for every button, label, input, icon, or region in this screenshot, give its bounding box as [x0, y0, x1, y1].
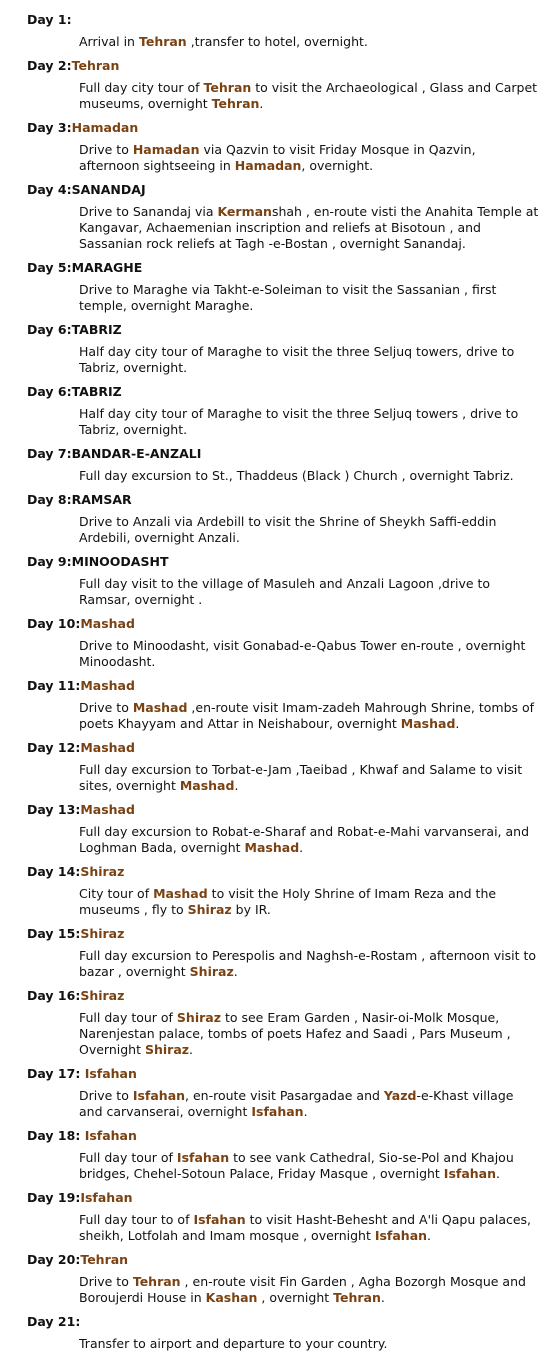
day-heading	[27, 554, 539, 570]
place-highlight: Isfahan	[251, 1104, 304, 1119]
day-city: Mashad	[80, 802, 135, 817]
day-description	[79, 80, 539, 120]
day-heading	[27, 492, 539, 508]
place-highlight: Isfahan	[132, 1088, 186, 1103]
day-description	[79, 1150, 539, 1190]
place-highlight: Mashad	[153, 886, 208, 901]
description-text: Full day city tour of	[79, 80, 204, 95]
day-label: Day 6:	[27, 322, 72, 337]
day-city: Shiraz	[80, 988, 125, 1003]
place-highlight: Mashad	[132, 700, 188, 715]
description-text: Drive to	[79, 1274, 133, 1289]
day-heading	[27, 740, 539, 756]
day-entry	[27, 260, 539, 322]
day-label: Day 1:	[27, 12, 72, 27]
day-city: Mashad	[80, 678, 135, 693]
day-entry	[27, 1252, 539, 1314]
description-text: .	[259, 96, 264, 111]
day-label: Day 21:	[27, 1314, 81, 1329]
day-label: Day 12:	[27, 740, 81, 755]
day-label: Day 17:	[27, 1066, 85, 1081]
day-label: Day 11:	[27, 678, 81, 693]
description-text: Drive to	[79, 142, 133, 157]
day-entry	[27, 12, 539, 58]
description-text: .	[496, 1166, 500, 1181]
day-description	[79, 948, 539, 988]
place-highlight: Mashad	[400, 716, 456, 731]
day-heading	[27, 1190, 539, 1206]
day-entry	[27, 988, 539, 1066]
day-entry	[27, 926, 539, 988]
day-heading	[27, 1128, 539, 1144]
day-heading	[27, 384, 539, 400]
day-label: Day 3:	[27, 120, 72, 135]
day-label: Day 4:	[27, 182, 72, 197]
day-label: Day 7:	[27, 446, 72, 461]
day-entry	[27, 1066, 539, 1128]
day-entry	[27, 1128, 539, 1190]
day-description	[79, 282, 539, 322]
day-city: MINOODASHT	[71, 554, 169, 569]
day-description	[79, 576, 539, 616]
day-entry	[27, 1314, 539, 1360]
day-heading	[27, 12, 539, 28]
place-highlight: Mashad	[179, 778, 235, 793]
description-text: .	[234, 778, 239, 793]
place-highlight: Kerman	[217, 204, 272, 219]
day-label: Day 9:	[27, 554, 72, 569]
day-heading	[27, 802, 539, 818]
day-entry	[27, 678, 539, 740]
description-text: Full day excursion to Robat-e-Sharaf and Robat-e-Mahi varvanserai, and Loghman Bada, overnight	[79, 824, 530, 855]
day-city: Mashad	[80, 740, 135, 755]
day-label: Day 16:	[27, 988, 81, 1003]
description-text: , overnight	[257, 1290, 334, 1305]
day-heading	[27, 322, 539, 338]
day-heading	[27, 1066, 539, 1082]
description-text: to visit Hasht-Behesht and A'li Qapu palaces, sheikh, Lotfolah and Imam mosque , overnight	[79, 1212, 532, 1243]
day-heading	[27, 446, 539, 462]
description-text: Full day tour of	[79, 1010, 177, 1025]
day-entry	[27, 182, 539, 260]
day-description	[79, 1212, 539, 1252]
day-city: Hamadan	[71, 120, 139, 135]
description-text: Full day tour to of	[79, 1212, 194, 1227]
day-description	[79, 1336, 539, 1360]
day-city: Tehran	[80, 1252, 129, 1267]
day-label: Day 2:	[27, 58, 72, 73]
day-city: Isfahan	[84, 1066, 137, 1081]
day-city: Shiraz	[80, 926, 125, 941]
day-city: RAMSAR	[71, 492, 132, 507]
day-label: Day 5:	[27, 260, 72, 275]
day-city: SANANDAJ	[71, 182, 146, 197]
day-description	[79, 1274, 539, 1314]
description-text: to see Eram Garden , Nasir-oi-Molk Mosque, Narenjestan palace, tombs of poets Hafez and Saadi , Pars Museum , Overnight	[79, 1010, 511, 1057]
day-entry	[27, 492, 539, 554]
day-entry	[27, 802, 539, 864]
day-label: Day 19:	[27, 1190, 81, 1205]
day-description	[79, 142, 539, 182]
day-description	[79, 1010, 539, 1066]
day-description	[79, 700, 539, 740]
description-text: Drive to Anzali via Ardebill to visit the Shrine of Sheykh Saffi-eddin Ardebili, overnight Anzali.	[79, 514, 497, 545]
place-highlight: Hamadan	[234, 158, 302, 173]
day-heading	[27, 678, 539, 694]
day-entry	[27, 740, 539, 802]
day-city: Isfahan	[84, 1128, 137, 1143]
place-highlight: Hamadan	[132, 142, 200, 157]
day-label: Day 10:	[27, 616, 81, 631]
description-text: Full day excursion to Perespolis and Naghsh-e-Rostam , afternoon visit to bazar , overnight	[79, 948, 537, 979]
day-description	[79, 638, 539, 678]
place-highlight: Tehran	[203, 80, 252, 95]
day-label: Day 15:	[27, 926, 81, 941]
description-text: Full day excursion to Torbat-e-Jam ,Taeibad , Khwaf and Salame to visit sites, overnight	[79, 762, 523, 793]
description-text: to visit the Holy Shrine of Imam Reza and the museums , fly to	[79, 886, 497, 917]
description-text: .	[427, 1228, 432, 1243]
day-heading	[27, 926, 539, 942]
day-city: Shiraz	[80, 864, 125, 879]
day-description	[79, 1088, 539, 1128]
day-heading	[27, 616, 539, 632]
description-text: to see vank Cathedral, Sio-se-Pol and Khajou bridges, Chehel-Sotoun Palace, Friday Masque , overnight	[79, 1150, 514, 1181]
day-heading	[27, 120, 539, 136]
place-highlight: Shiraz	[176, 1010, 221, 1025]
description-text: .	[455, 716, 460, 731]
day-label: Day 13:	[27, 802, 81, 817]
description-text: Drive to	[79, 1088, 133, 1103]
description-text: by IR.	[231, 902, 271, 917]
description-text: Transfer to airport and departure to your country.	[79, 1336, 388, 1351]
day-entry	[27, 446, 539, 492]
place-highlight: Isfahan	[443, 1166, 496, 1181]
day-description	[79, 204, 539, 260]
place-highlight: Isfahan	[374, 1228, 428, 1243]
place-highlight: Shiraz	[144, 1042, 190, 1057]
day-entry	[27, 1190, 539, 1252]
place-highlight: Tehran	[132, 1274, 181, 1289]
description-text: .	[380, 1290, 385, 1305]
day-description	[79, 468, 539, 492]
description-text: via Qazvin to visit Friday Mosque in Qazvin, afternoon sightseeing in	[79, 142, 476, 173]
place-highlight: Shiraz	[187, 902, 232, 917]
description-text: , en-route visit Pasargadae and	[185, 1088, 384, 1103]
day-description	[79, 824, 539, 864]
day-heading	[27, 58, 539, 74]
day-city: Tehran	[71, 58, 120, 73]
description-text: , en-route visit Fin Garden , Agha Bozorgh Mosque and Boroujerdi House in	[79, 1274, 526, 1305]
place-highlight: Kashan	[205, 1290, 258, 1305]
description-text: to visit the Archaeological , Glass and Carpet museums, overnight	[79, 80, 538, 111]
description-text: , overnight.	[301, 158, 374, 173]
day-city: TABRIZ	[71, 384, 122, 399]
description-text: .	[303, 1104, 308, 1119]
description-text: Full day visit to the village of Masuleh and Anzali Lagoon ,drive to Ramsar, overnight .	[79, 576, 491, 607]
description-text: .	[189, 1042, 194, 1057]
description-text: Drive to Sanandaj via	[79, 204, 218, 219]
day-heading	[27, 864, 539, 880]
description-text: -e-Khast village and carvanserai, overnight	[79, 1088, 514, 1119]
day-entry	[27, 384, 539, 446]
day-city: Mashad	[80, 616, 135, 631]
day-entry	[27, 864, 539, 926]
description-text: Full day excursion to St., Thaddeus (Black ) Church , overnight Tabriz.	[79, 468, 514, 483]
day-label: Day 18:	[27, 1128, 85, 1143]
day-description	[79, 762, 539, 802]
day-description	[79, 34, 539, 58]
description-text: ,transfer to hotel, overnight.	[186, 34, 368, 49]
day-city: TABRIZ	[71, 322, 122, 337]
description-text: Half day city tour of Maraghe to visit the three Seljuq towers, drive to Tabriz, overnight.	[79, 344, 515, 375]
day-label: Day 20:	[27, 1252, 81, 1267]
description-text: Arrival in	[79, 34, 139, 49]
day-description	[79, 886, 539, 926]
day-entry	[27, 120, 539, 182]
day-heading	[27, 1314, 539, 1330]
day-description	[79, 514, 539, 554]
description-text: City tour of	[79, 886, 154, 901]
day-label: Day 8:	[27, 492, 72, 507]
day-entry	[27, 616, 539, 678]
day-heading	[27, 1252, 539, 1268]
place-highlight: Shiraz	[189, 964, 234, 979]
description-text: ,en-route visit Imam-zadeh Mahrough Shrine, tombs of poets Khayyam and Attar in Neishabour, overnight	[79, 700, 535, 731]
description-text: Drive to Maraghe via Takht-e-Soleiman to visit the Sassanian , first temple, overnight Maraghe.	[79, 282, 497, 313]
place-highlight: Mashad	[244, 840, 300, 855]
description-text: Drive to Minoodasht, visit Gonabad-e-Qabus Tower en-route , overnight Minoodasht.	[79, 638, 526, 669]
place-highlight: Tehran	[211, 96, 260, 111]
day-city: BANDAR-E-ANZALI	[71, 446, 202, 461]
day-heading	[27, 182, 539, 198]
description-text: .	[299, 840, 304, 855]
day-heading	[27, 988, 539, 1004]
day-city: MARAGHE	[71, 260, 143, 275]
day-entry	[27, 58, 539, 120]
description-text: Drive to	[79, 700, 133, 715]
day-description	[79, 406, 539, 446]
description-text: .	[233, 964, 238, 979]
place-highlight: Tehran	[138, 34, 187, 49]
day-label: Day 6:	[27, 384, 72, 399]
place-highlight: Tehran	[333, 1290, 381, 1305]
description-text: Half day city tour of Maraghe to visit the three Seljuq towers , drive to Tabriz, overnight.	[79, 406, 519, 437]
place-highlight: Isfahan	[176, 1150, 230, 1165]
day-description	[79, 344, 539, 384]
description-text: shah , en-route visti the Anahita Temple at Kangavar, Achaemenian inscription and reliefs at Bisotoun , and Sassanian rock reliefs at Tagh -e-Bostan , overnight Sanandaj.	[79, 204, 539, 251]
day-entry	[27, 322, 539, 384]
day-city: Isfahan	[80, 1190, 133, 1205]
day-label: Day 14:	[27, 864, 81, 879]
day-entry	[27, 554, 539, 616]
place-highlight: Isfahan	[193, 1212, 246, 1227]
day-heading	[27, 260, 539, 276]
description-text: Full day tour of	[79, 1150, 177, 1165]
place-highlight: Yazd	[383, 1088, 417, 1103]
